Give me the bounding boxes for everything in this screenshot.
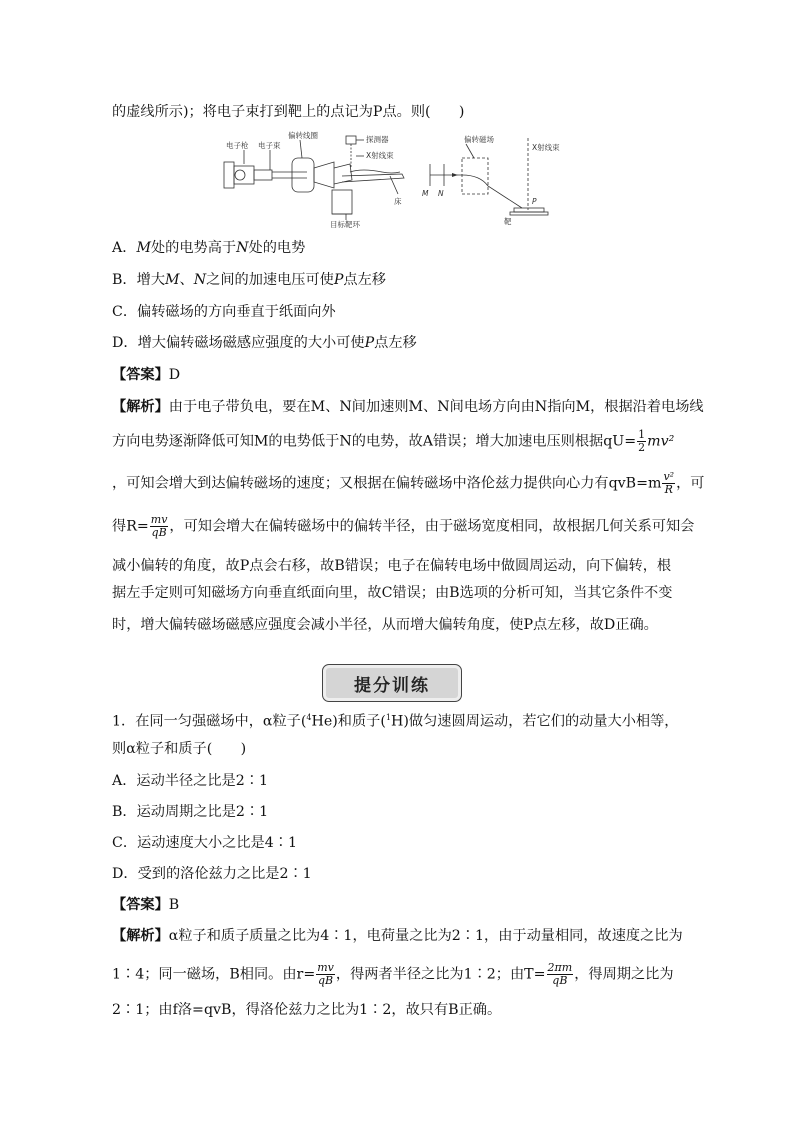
q2-option-a: A．运动半径之比是2∶1 (112, 773, 268, 789)
q2-analysis-line-2: 1∶4；同一磁场，B相同。由r= $\frac{mv}{qB}$ ，得两者半径之比为1∶2；由T= $\frac{2\pi m}{qB}$ ，得周期之比为 (112, 961, 674, 987)
deflection-field-box (462, 158, 488, 194)
q2-stem-line-2: 则α粒子和质子( ) (112, 741, 247, 757)
label-electron-beam: 电子束 (258, 141, 281, 150)
fraction-half: $\frac{1}{2}$ (638, 428, 646, 454)
label-electron-gun: 电子枪 (226, 141, 249, 150)
label-deflection-coil: 偏转线圈 (288, 131, 318, 140)
label-xray-beam: X射线束 (366, 151, 394, 160)
q2-analysis-line-1: 【解析】α粒子和质子质量之比为4∶1，电荷量之比为2∶1，由于动量相同，故速度之比为 (112, 928, 683, 944)
q1-option-d: D．增大偏转磁场磁感应强度的大小可使P点左移 (112, 335, 417, 351)
fraction-v2-over-r: $\frac{\text{v²}}{R}$ (663, 470, 675, 496)
fraction-2pim-over-qb: $\frac{2\pi m}{qB}$ (547, 961, 573, 987)
q2-analysis-line-3: 2∶1；由f洛=qvB，得洛伦兹力之比为1∶2，故只有B正确。 (112, 1002, 502, 1018)
q1-answer: 【答案】D (112, 367, 181, 383)
gun-body (234, 166, 254, 184)
q1-option-a: A．M处的电势高于N处的电势 (112, 240, 306, 256)
gun-back (224, 162, 234, 188)
label-deflection-field: 偏转磁场 (464, 135, 494, 144)
q1-analysis-line-5: 减小偏转的角度，故P点会右移，故B错误；电子在偏转电场中做圆周运动，向下偏转，根 (112, 558, 672, 574)
q1-analysis-line-2: 方向电势逐渐降低可知M的电势低于N的电势，故A错误；增大加速电压则根据qU= $\frac{1}{2}$ mv² (112, 428, 675, 454)
label-p: P (532, 197, 537, 206)
q2-option-b: B．运动周期之比是2∶1 (112, 804, 269, 820)
label-bed: 床 (394, 197, 402, 206)
q2-stem-line-1: 1．在同一匀强磁场中，α粒子($^4$He)和质子($^1$H)做匀速圆周运动，若它们的动量大小相等， (112, 713, 679, 730)
intro-line: 的虚线所示)；将电子束打到靶上的点记为P点。则( ) (112, 104, 465, 120)
q1-analysis-line-6: 据左手定则可知磁场方向垂直纸面向里，故C错误；由B选项的分析可知，当其它条件不变 (112, 585, 673, 601)
q1-analysis-line-7: 时，增大偏转磁场磁感应强度会减小半径，从而增大偏转角度，使P点左移，故D正确。 (112, 617, 658, 633)
label-detector: 探测器 (366, 135, 389, 144)
label-m: M (422, 189, 429, 198)
q2-option-d: D．受到的洛伦兹力之比是2∶1 (112, 866, 312, 882)
q2-option-c: C．运动速度大小之比是4∶1 (112, 835, 297, 851)
q1-analysis-line-4: 得R= $\frac{mv}{qB}$ ，可知会增大在偏转磁场中的偏转半径，由于磁场宽度相同，故根据几何关系可知会 (112, 513, 695, 539)
q1-option-c: C．偏转磁场的方向垂直于纸面向外 (112, 304, 336, 320)
q1-analysis-line-3: ，可知会增大到达偏转磁场的速度；又根据在偏转磁场中洛伦兹力提供向心力有qvB=m $\frac{\text{v²}}{R}$ ，可 (112, 470, 705, 496)
q2-answer: 【答案】B (112, 897, 180, 913)
fraction-mv-over-qb-2: $\frac{mv}{qB}$ (317, 961, 334, 987)
label-target-ring: 目标靶环 (330, 220, 360, 229)
section-banner: 提分训练 (322, 664, 462, 702)
label-n: N (438, 189, 444, 198)
q1-option-b: B．增大M、N之间的加速电压可使P点左移 (112, 272, 386, 288)
fraction-mv-over-qb: $\frac{mv}{qB}$ (150, 513, 168, 539)
label-target: 靶 (504, 217, 512, 226)
q1-analysis-line-1: 【解析】由于电子带负电，要在M、N间加速则M、N间电场方向由N指向M，根据沿着电场线 (112, 399, 704, 415)
label-xray-beam-right: X射线束 (532, 143, 560, 152)
apparatus-figure (222, 128, 560, 229)
